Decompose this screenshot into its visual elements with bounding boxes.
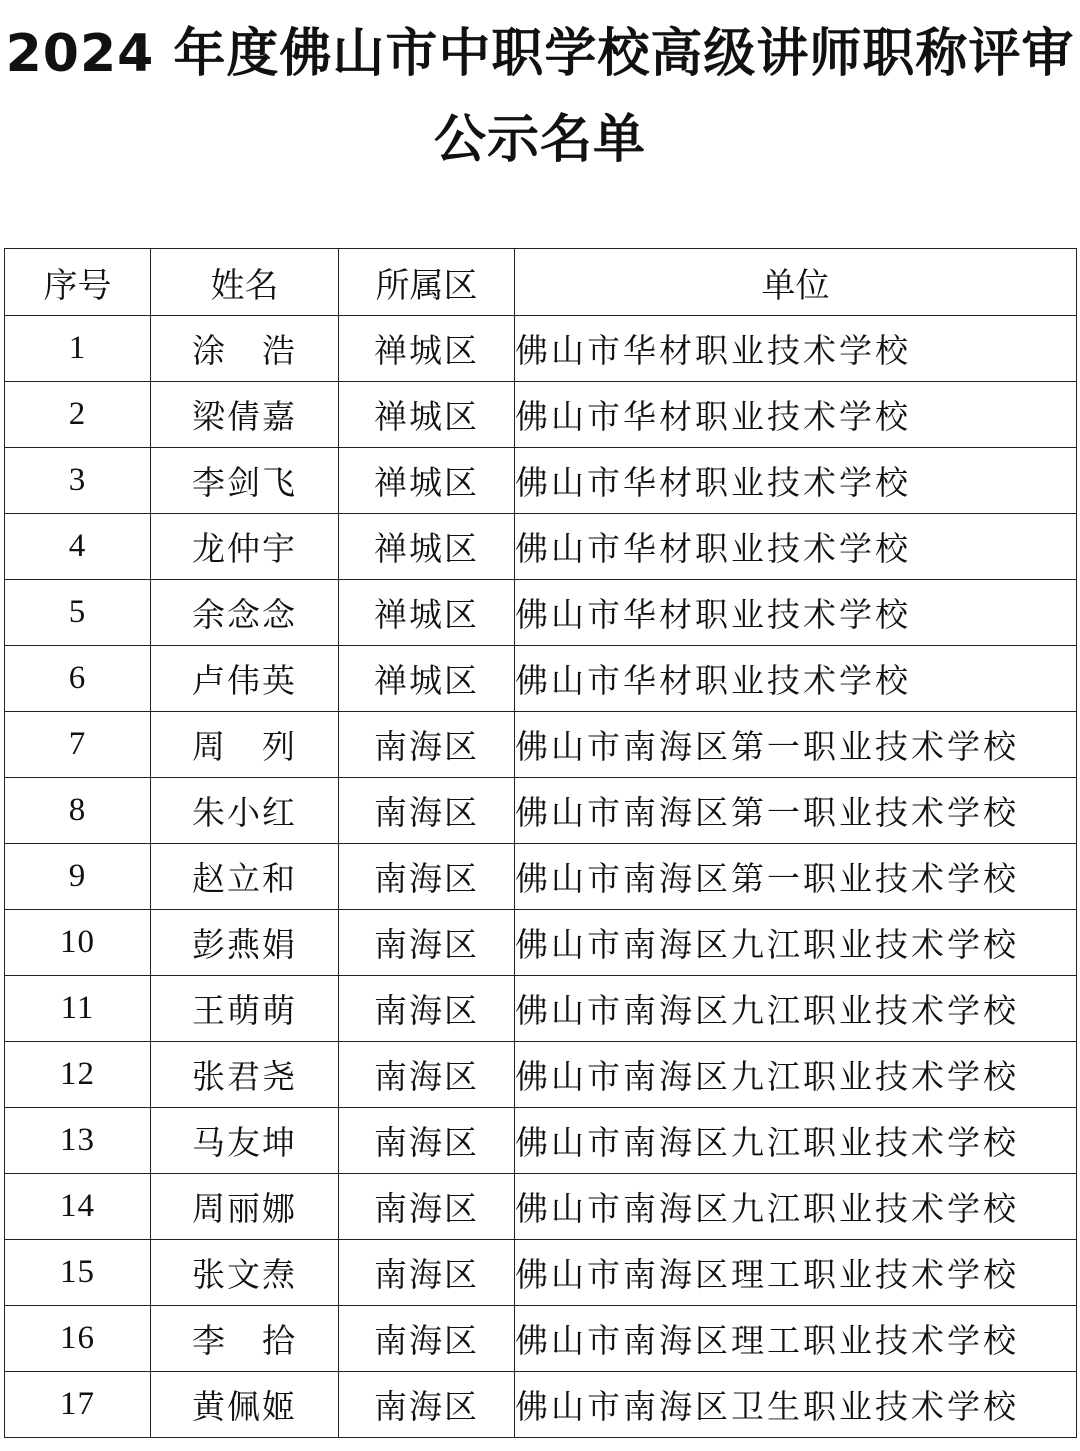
seq-cell: 3 <box>5 448 151 514</box>
unit-cell: 佛山市华材职业技术学校 <box>515 646 1077 712</box>
document-title-line-1: 2024 年度佛山市中职学校高级讲师职称评审 <box>5 24 1075 84</box>
table-row <box>5 778 1077 844</box>
district-cell: 南海区 <box>339 1240 515 1306</box>
name-cell: 涂 浩 <box>151 316 339 382</box>
unit-cell: 佛山市南海区九江职业技术学校 <box>515 1174 1077 1240</box>
table-row <box>5 1306 1077 1372</box>
district-cell: 南海区 <box>339 1174 515 1240</box>
roster-table <box>4 248 1077 1438</box>
seq-cell: 5 <box>5 580 151 646</box>
seq-cell: 4 <box>5 514 151 580</box>
district-cell: 南海区 <box>339 844 515 910</box>
name-cell: 赵立和 <box>151 844 339 910</box>
seq-cell: 14 <box>5 1174 151 1240</box>
seq-cell: 1 <box>5 316 151 382</box>
seq-cell: 11 <box>5 976 151 1042</box>
header-district: 所属区 <box>339 249 515 316</box>
name-cell: 梁倩嘉 <box>151 382 339 448</box>
header-name: 姓名 <box>151 249 339 316</box>
seq-cell: 13 <box>5 1108 151 1174</box>
district-cell: 南海区 <box>339 778 515 844</box>
unit-cell: 佛山市华材职业技术学校 <box>515 448 1077 514</box>
table-row <box>5 1108 1077 1174</box>
seq-cell: 12 <box>5 1042 151 1108</box>
table-row <box>5 382 1077 448</box>
district-cell: 禅城区 <box>339 448 515 514</box>
district-cell: 禅城区 <box>339 580 515 646</box>
unit-cell: 佛山市南海区卫生职业技术学校 <box>515 1372 1077 1438</box>
unit-cell: 佛山市华材职业技术学校 <box>515 316 1077 382</box>
header-seq: 序号 <box>5 249 151 316</box>
seq-cell: 2 <box>5 382 151 448</box>
seq-cell: 9 <box>5 844 151 910</box>
name-cell: 李剑飞 <box>151 448 339 514</box>
name-cell: 王萌萌 <box>151 976 339 1042</box>
table-row <box>5 1174 1077 1240</box>
district-cell: 禅城区 <box>339 514 515 580</box>
name-cell: 马友坤 <box>151 1108 339 1174</box>
name-cell: 朱小红 <box>151 778 339 844</box>
table-row <box>5 316 1077 382</box>
district-cell: 禅城区 <box>339 646 515 712</box>
unit-cell: 佛山市南海区第一职业技术学校 <box>515 844 1077 910</box>
district-cell: 南海区 <box>339 1306 515 1372</box>
table-row <box>5 1372 1077 1438</box>
district-cell: 南海区 <box>339 910 515 976</box>
header-unit: 单位 <box>515 249 1077 316</box>
seq-cell: 17 <box>5 1372 151 1438</box>
table-row <box>5 844 1077 910</box>
unit-cell: 佛山市华材职业技术学校 <box>515 382 1077 448</box>
district-cell: 禅城区 <box>339 316 515 382</box>
table-row <box>5 580 1077 646</box>
unit-cell: 佛山市南海区第一职业技术学校 <box>515 778 1077 844</box>
table-row <box>5 646 1077 712</box>
name-cell: 李 拾 <box>151 1306 339 1372</box>
unit-cell: 佛山市华材职业技术学校 <box>515 580 1077 646</box>
table-body <box>5 316 1077 1438</box>
table-row <box>5 910 1077 976</box>
name-cell: 张文焘 <box>151 1240 339 1306</box>
name-cell: 彭燕娟 <box>151 910 339 976</box>
seq-cell: 6 <box>5 646 151 712</box>
unit-cell: 佛山市南海区九江职业技术学校 <box>515 1108 1077 1174</box>
table-row <box>5 1240 1077 1306</box>
name-cell: 周 列 <box>151 712 339 778</box>
table-row <box>5 514 1077 580</box>
seq-cell: 7 <box>5 712 151 778</box>
district-cell: 禅城区 <box>339 382 515 448</box>
table-row <box>5 1042 1077 1108</box>
document-title-line-2: 公示名单 <box>433 110 646 170</box>
unit-cell: 佛山市南海区理工职业技术学校 <box>515 1240 1077 1306</box>
unit-cell: 佛山市华材职业技术学校 <box>515 514 1077 580</box>
seq-cell: 16 <box>5 1306 151 1372</box>
district-cell: 南海区 <box>339 1108 515 1174</box>
name-cell: 张君尧 <box>151 1042 339 1108</box>
table-row <box>5 976 1077 1042</box>
table-row <box>5 448 1077 514</box>
name-cell: 卢伟英 <box>151 646 339 712</box>
unit-cell: 佛山市南海区九江职业技术学校 <box>515 910 1077 976</box>
district-cell: 南海区 <box>339 976 515 1042</box>
district-cell: 南海区 <box>339 1372 515 1438</box>
district-cell: 南海区 <box>339 712 515 778</box>
seq-cell: 8 <box>5 778 151 844</box>
seq-cell: 10 <box>5 910 151 976</box>
unit-cell: 佛山市南海区九江职业技术学校 <box>515 976 1077 1042</box>
name-cell: 龙仲宇 <box>151 514 339 580</box>
name-cell: 黄佩姬 <box>151 1372 339 1438</box>
unit-cell: 佛山市南海区理工职业技术学校 <box>515 1306 1077 1372</box>
name-cell: 周丽娜 <box>151 1174 339 1240</box>
unit-cell: 佛山市南海区第一职业技术学校 <box>515 712 1077 778</box>
seq-cell: 15 <box>5 1240 151 1306</box>
table-header-row <box>5 249 1077 316</box>
unit-cell: 佛山市南海区九江职业技术学校 <box>515 1042 1077 1108</box>
district-cell: 南海区 <box>339 1042 515 1108</box>
name-cell: 余念念 <box>151 580 339 646</box>
table-row <box>5 712 1077 778</box>
